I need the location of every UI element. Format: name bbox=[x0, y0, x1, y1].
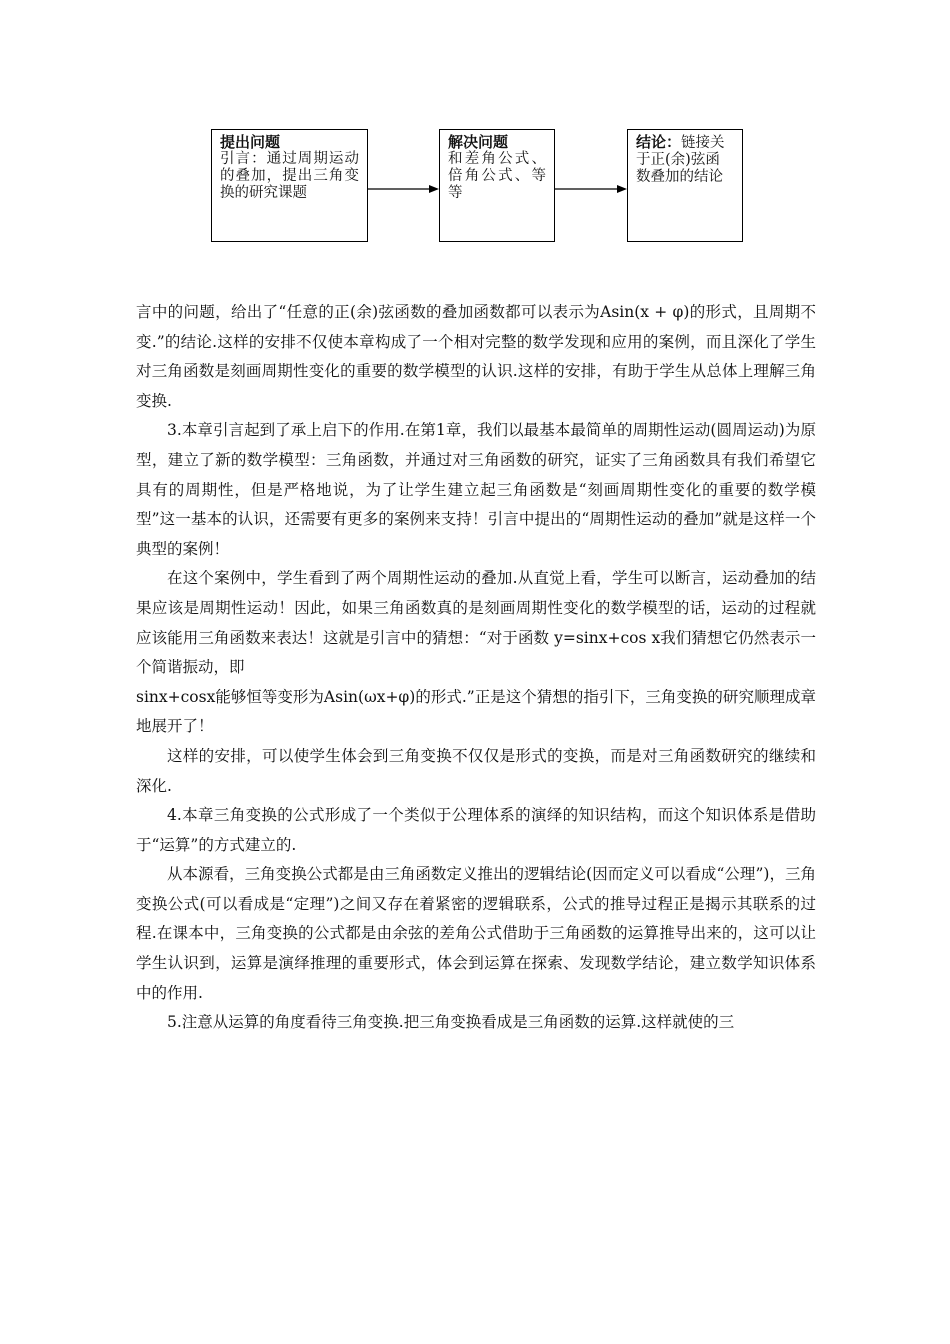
flow-box-body: 和差角公式、倍角公式、等等 bbox=[448, 151, 546, 201]
flow-box-conclusion bbox=[627, 129, 743, 242]
flow-box-body: 引言：通过周期运动的叠加，提出三角变换的研究课题 bbox=[220, 151, 359, 201]
flow-box-solve-problem bbox=[439, 129, 555, 242]
flow-box-title: 解决问题 bbox=[448, 133, 509, 151]
flow-arrow-2 bbox=[555, 183, 628, 195]
body-text bbox=[136, 298, 816, 1038]
flow-box-title: 提出问题 bbox=[220, 133, 281, 151]
paragraph-5: 5.注意从运算的角度看待三角变换.把三角变换看成是三角函数的运算.这样就使的三 bbox=[167, 1013, 735, 1032]
paragraph-case: 在这个案例中，学生看到了两个周期性运动的叠加.从直觉上看，学生可以断言，运动叠加的结果应该是周期性运动！因此，如果三角函数真的是刻画周期性变化的数学模型的话，运动的过程就应该能用三角函数来表达！这就是引言中的猜想：“对于函数 y=sinx+cos x我们猜想它仍然表示一个简谐振动，即 bbox=[136, 569, 816, 677]
paragraph-origin: 从本源看，三角变换公式都是由三角函数定义推出的逻辑结论(因而定义可以看成“公理”)，三角变换公式(可以看成是“定理”)之间又存在着紧密的逻辑联系，公式的推导过程正是揭示其联系的过程.在课本中，三角变换的公式都是由余弦的差角公式借助于三角函数的运算推导出来的，这可以让学生认识到，运算是演绎推理的重要形式，体会到运算在探索、发现数学结论，建立数学知识体系中的作用. bbox=[136, 865, 816, 1002]
flow-arrow-1 bbox=[368, 183, 440, 195]
paragraph-formula-line: sinx+cosx能够恒等变形为Asin(ωx+φ)的形式.”正是这个猜想的指引下，三角变换的研究顺理成章地展开了！ bbox=[136, 687, 816, 736]
paragraph-arrangement: 这样的安排，可以使学生体会到三角变换不仅仅是形式的变换，而是对三角函数研究的继续和深化. bbox=[136, 746, 816, 795]
paragraph-continued: 言中的问题，给出了“任意的正(余)弦函数的叠加函数都可以表示为Asin(x + φ)的形式，且周期不变.”的结论.这样的安排不仅使本章构成了一个相对完整的数学发现和应用的案例，而且深化了学生对三角函数是刻画周期性变化的重要的数学模型的认识.这样的安排，有助于学生从总体上理解三角变换. bbox=[136, 303, 816, 410]
flow-box-title: 结论： bbox=[636, 133, 682, 151]
paragraph-3: 3.本章引言起到了承上启下的作用.在第1章，我们以最基本最简单的周期性运动(圆周运动)为原型，建立了新的数学模型：三角函数，并通过对三角函数的研究，证实了三角函数具有我们希望它具有的周期性，但是严格地说，为了让学生建立起三角函数是“刻画周期性变化的重要的数学模型”这一基本的认识，还需要有更多的案例来支持！引言中提出的“周期性运动的叠加”就是这样一个典型的案例！ bbox=[136, 421, 816, 558]
flow-box-propose-problem bbox=[211, 129, 368, 242]
flow-box-body: 链接关于正(余)弦函数叠加的结论 bbox=[636, 135, 725, 185]
paragraph-4: 4.本章三角变换的公式形成了一个类似于公理体系的演绎的知识结构，而这个知识体系是借助于“运算”的方式建立的. bbox=[136, 806, 816, 854]
